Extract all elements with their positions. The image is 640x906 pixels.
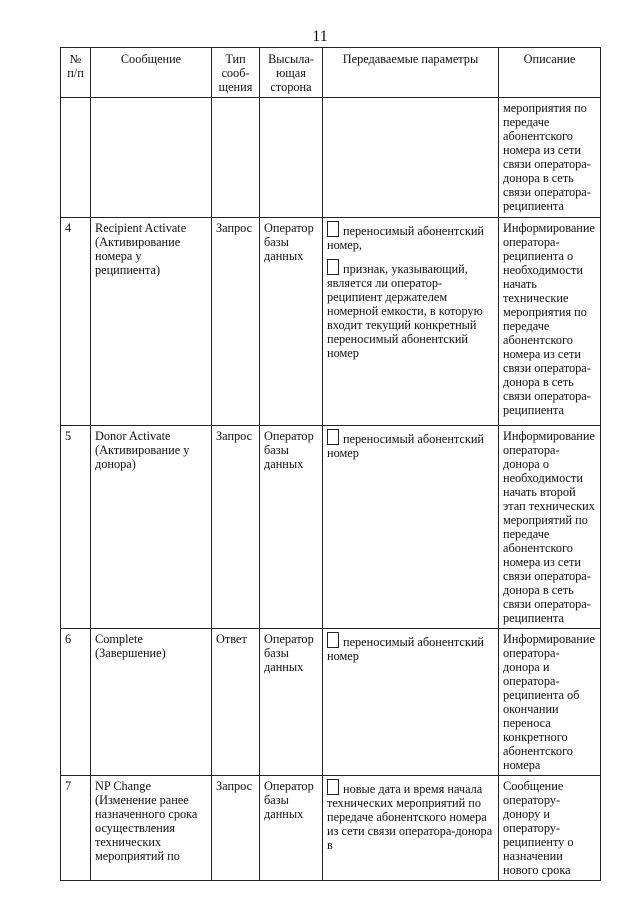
cell-num: 7 xyxy=(61,776,91,881)
param-item xyxy=(327,632,494,663)
checkbox-icon xyxy=(327,259,339,275)
table-row xyxy=(61,218,601,426)
header-sender: Высыла-ющая сторона xyxy=(260,48,323,98)
table-row xyxy=(61,776,601,881)
cell-message: Recipient Activate (Активирование номера у реципиента) xyxy=(91,218,212,426)
param-text: переносимый абонентский номер, xyxy=(327,224,485,252)
param-item xyxy=(327,259,494,360)
cell-num xyxy=(61,98,91,218)
page-number: 11 xyxy=(312,28,328,45)
checkbox-icon xyxy=(327,221,339,237)
cell-description: Информирование оператора-донора о необходимости начать второй этап технических мероприятий по передаче абонентского номера из сети связи оператора-донора в сеть связи оператора-реципиента xyxy=(499,426,601,629)
param-item xyxy=(327,221,494,252)
table-row xyxy=(61,629,601,776)
checkbox-icon xyxy=(327,779,339,795)
cell-message: Donor Activate (Активирование у донора) xyxy=(91,426,212,629)
cell-num: 4 xyxy=(61,218,91,426)
param-text: переносимый абонентский номер xyxy=(327,432,485,460)
cell-description: мероприятия по передаче абонентского номера из сети связи оператора-донора в сеть связи оператора-реципиента xyxy=(499,98,601,218)
table-row xyxy=(61,426,601,629)
checkbox-icon xyxy=(327,632,339,648)
header-type: Тип сооб-щения xyxy=(212,48,260,98)
header-params: Передаваемые параметры xyxy=(323,48,499,98)
cell-message: Complete (Завершение) xyxy=(91,629,212,776)
param-item xyxy=(327,429,494,460)
cell-description: Информирование оператора-реципиента о необходимости начать технические мероприятия по передаче абонентского номера из сети связи оператора-донора в сеть связи оператора-реципиента xyxy=(499,218,601,426)
cell-message xyxy=(91,98,212,218)
cell-type: Запрос xyxy=(212,218,260,426)
header-message: Сообщение xyxy=(91,48,212,98)
cell-sender xyxy=(260,98,323,218)
cell-type: Ответ xyxy=(212,629,260,776)
cell-type: Запрос xyxy=(212,426,260,629)
cell-params xyxy=(323,629,499,776)
param-text: переносимый абонентский номер xyxy=(327,635,485,663)
parameters-table xyxy=(60,47,601,881)
cell-num: 6 xyxy=(61,629,91,776)
cell-type xyxy=(212,98,260,218)
cell-description: Сообщение оператору-донору и оператору-реципиенту о назначении нового срока xyxy=(499,776,601,881)
cell-sender: Оператор базы данных xyxy=(260,218,323,426)
param-text: новые дата и время начала технических мероприятий по передаче абонентского номера из сети связи оператора-донора в xyxy=(327,782,493,852)
table-row xyxy=(61,98,601,218)
cell-message: NP Change (Изменение ранее назначенного срока осуществления технических мероприятий по xyxy=(91,776,212,881)
cell-params xyxy=(323,776,499,881)
cell-params xyxy=(323,98,499,218)
cell-params xyxy=(323,218,499,426)
checkbox-icon xyxy=(327,429,339,445)
cell-sender: Оператор базы данных xyxy=(260,629,323,776)
cell-num: 5 xyxy=(61,426,91,629)
table-header-row xyxy=(61,48,601,98)
cell-sender: Оператор базы данных xyxy=(260,776,323,881)
cell-sender: Оператор базы данных xyxy=(260,426,323,629)
header-description: Описание xyxy=(499,48,601,98)
cell-type: Запрос xyxy=(212,776,260,881)
cell-description: Информирование оператора-донора и оператора-реципиента об окончании переноса конкретного абонентского номера xyxy=(499,629,601,776)
header-num: № п/п xyxy=(61,48,91,98)
param-item xyxy=(327,779,494,852)
param-text: признак, указывающий, является ли оператор-реципиент держателем номерной емкости, в которую входит текущий конкретный переносимый абонентский номер xyxy=(327,262,483,360)
cell-params xyxy=(323,426,499,629)
